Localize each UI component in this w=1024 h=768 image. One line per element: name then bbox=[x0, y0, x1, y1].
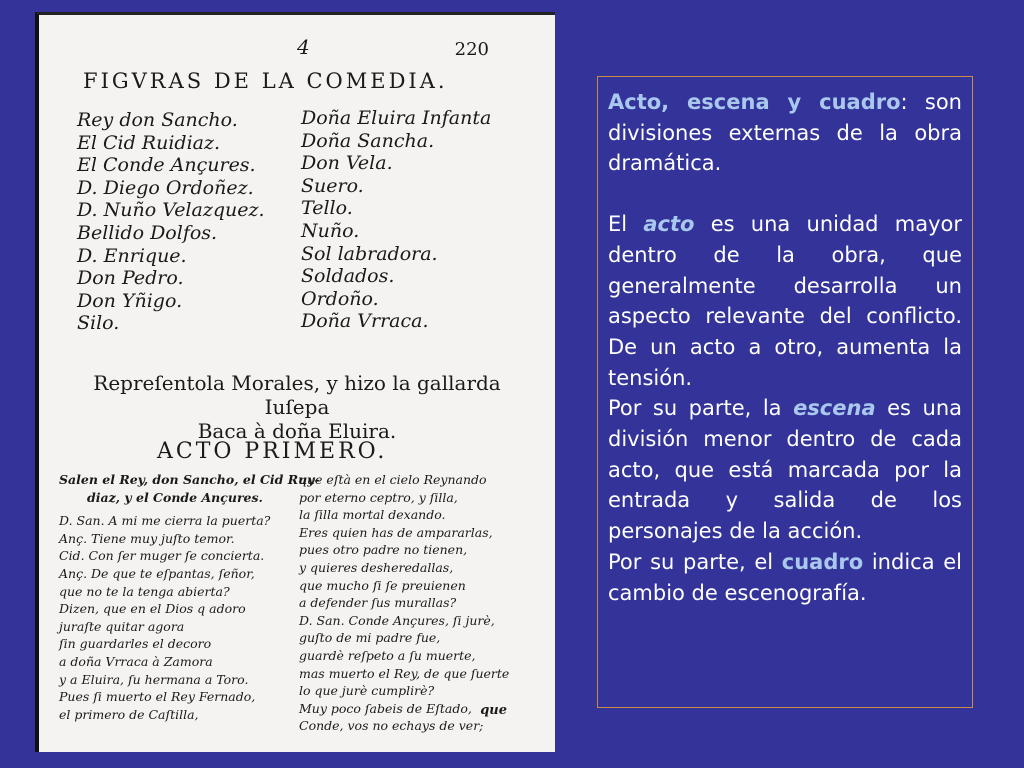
verse-line: D. San. Conde Ançures, ſi jurè, bbox=[299, 612, 495, 628]
verse-line: Dizen, que en el Dios q adoro bbox=[59, 601, 246, 617]
verse-line: a doña Vrraca à Zamora bbox=[59, 653, 213, 669]
term-acto-escena-cuadro: Acto, escena y cuadro bbox=[608, 90, 901, 114]
verse-line: Anç. De que te eſpantas, ſeñor, bbox=[59, 565, 255, 581]
cast-name: Doña Eluira Infanta bbox=[301, 107, 492, 129]
verse-line: ſin guardarles el decoro bbox=[59, 636, 212, 652]
verse-line: y quieres desheredallas, bbox=[299, 559, 454, 575]
cuadro-paragraph bbox=[608, 547, 962, 608]
paragraph-text: Por su parte, el bbox=[608, 549, 782, 574]
paragraph-text: El bbox=[608, 212, 644, 237]
cast-name: Rey don Sancho. bbox=[77, 109, 238, 131]
cast-list-left bbox=[77, 109, 265, 335]
cast-name: Ordoño. bbox=[301, 287, 379, 310]
verse-line: lo que jurè cumplirè? bbox=[299, 683, 435, 699]
cast-name: D. Enrique. bbox=[77, 244, 187, 267]
cast-name: El Conde Ançures. bbox=[77, 154, 256, 177]
representation-note bbox=[67, 371, 527, 443]
page-marker: 4 bbox=[297, 35, 310, 59]
verse-line: Pues ſi muerto el Rey Fernado, bbox=[59, 689, 256, 705]
verse-line: la ſilla mortal dexando. bbox=[299, 507, 446, 523]
verse-line: que mucho ſi ſe preuienen bbox=[299, 577, 466, 593]
verse-line: Muy poco ſabeis de Eſtado, bbox=[299, 700, 472, 716]
verse-line: mas muerto el Rey, de que ſuerte bbox=[299, 665, 510, 681]
verse-line: a defender ſus murallas? bbox=[299, 595, 457, 611]
representation-line: Baca à doña Eluira. bbox=[197, 419, 397, 443]
term-acto: acto bbox=[643, 212, 695, 237]
cast-name: Silo. bbox=[77, 312, 120, 335]
verse-line: juraſte quitar agora bbox=[59, 618, 185, 634]
verse-line: Conde, vos no echays de ver; bbox=[299, 718, 484, 734]
paragraph-spacer bbox=[608, 179, 962, 209]
stage-direction: diaz, y el Conde Ançures. bbox=[87, 489, 263, 505]
escena-paragraph bbox=[608, 393, 962, 547]
folio-number: 220 bbox=[454, 39, 489, 60]
acto-paragraph bbox=[608, 209, 962, 393]
representation-line: Repreſentola Morales, y hizo la gallarda Iuſepa bbox=[93, 371, 501, 419]
verse-line: D. San. A mi me cierra la puerta? bbox=[59, 513, 271, 529]
cast-name: Doña Vrraca. bbox=[301, 310, 429, 333]
catchword: que bbox=[480, 703, 507, 718]
cast-name: Sol labradora. bbox=[301, 242, 438, 265]
cast-name: Soldados. bbox=[301, 265, 395, 288]
cast-name: Don Pedro. bbox=[77, 267, 184, 290]
cast-name: Doña Sancha. bbox=[301, 129, 435, 152]
verse-line: que eſtà en el cielo Reynando bbox=[299, 472, 487, 487]
cast-name: D. Diego Ordoñez. bbox=[77, 176, 254, 199]
cast-name: Don Vela. bbox=[301, 152, 393, 175]
verse-line: guſto de mi padre fue, bbox=[299, 630, 441, 646]
verse-line: guardè reſpeto a ſu muerte, bbox=[299, 647, 476, 663]
cast-name: Tello. bbox=[301, 197, 353, 220]
cast-name: El Cid Ruidiaz. bbox=[77, 131, 221, 154]
paragraph-text: : son divisiones externas de la obra dramática. bbox=[608, 90, 962, 176]
scanned-play-page bbox=[35, 12, 555, 752]
definition-paragraph bbox=[608, 87, 962, 179]
cast-name: Nuño. bbox=[301, 219, 360, 242]
verse-line: Cid. Con ſer muger ſe concierta. bbox=[59, 548, 265, 564]
cast-name: D. Nuño Velazquez. bbox=[77, 199, 265, 222]
stage-direction: Salen el Rey, don Sancho, el Cid Ruy- bbox=[59, 472, 320, 487]
term-cuadro: cuadro bbox=[781, 549, 864, 574]
verse-line: que no te la tenga abierta? bbox=[59, 583, 230, 599]
act-title: ACTO PRIMERO. bbox=[157, 439, 388, 464]
cast-name: Bellido Dolfos. bbox=[77, 221, 218, 244]
verse-column-left bbox=[59, 471, 320, 723]
paragraph-text: es una unidad mayor dentro de la obra, que generalmente desarrolla un aspecto relevante del conflicto. De un acto a otro, aumenta la tensión. bbox=[608, 212, 962, 390]
verse-line: el primero de Caſtilla, bbox=[59, 706, 199, 722]
cast-heading: FIGVRAS DE LA COMEDIA. bbox=[83, 69, 448, 93]
verse-line: Eres quien has de ampararlas, bbox=[299, 524, 493, 540]
paragraph-text: Por su parte, la bbox=[608, 396, 794, 421]
definition-text-box bbox=[597, 76, 973, 708]
verse-line: por eterno ceptro, y ſilla, bbox=[299, 489, 458, 505]
paragraph-text: es una división menor dentro de cada acto, que está marcada por la entrada y salida de los personajes de la acción. bbox=[608, 396, 962, 544]
cast-list-right bbox=[301, 107, 491, 333]
cast-name: Don Yñigo. bbox=[77, 289, 183, 312]
verse-line: y a Eluira, ſu hermana a Toro. bbox=[59, 671, 249, 687]
cast-name: Suero. bbox=[301, 174, 364, 197]
verse-line: Anç. Tiene muy juſto temor. bbox=[59, 530, 235, 546]
paragraph-text: indica el cambio de escenografía. bbox=[608, 549, 963, 605]
verse-line: pues otro padre no tienen, bbox=[299, 542, 468, 558]
term-escena: escena bbox=[793, 396, 876, 421]
verse-column-right bbox=[299, 471, 509, 735]
